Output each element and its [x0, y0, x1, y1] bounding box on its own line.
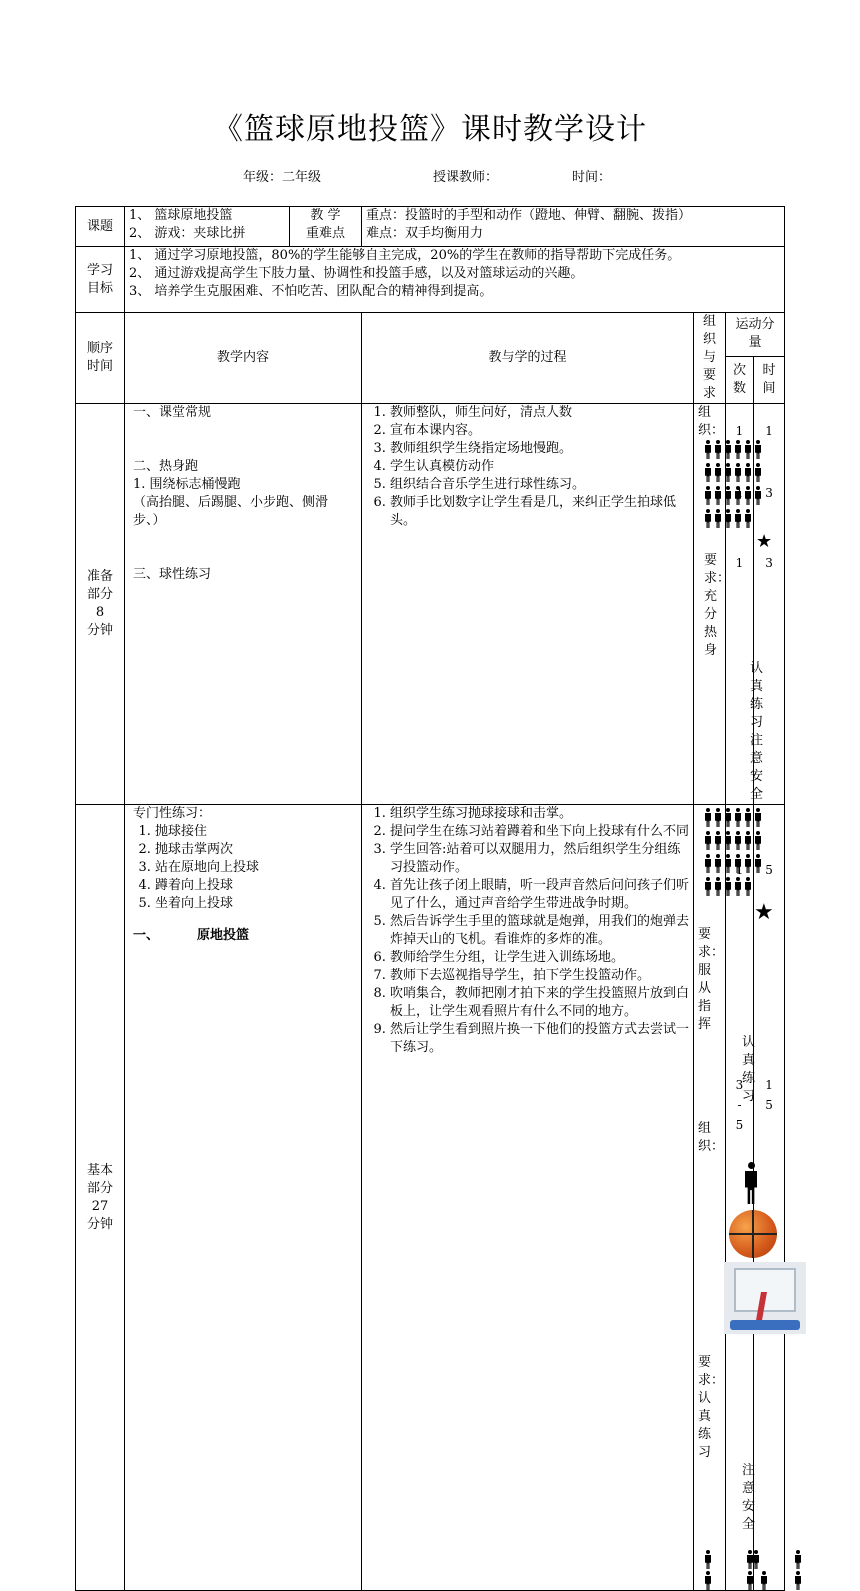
goals-label: 学习 目标	[76, 247, 125, 313]
col-process: 教与学的过程	[362, 313, 694, 404]
basic-time: 5 1 5	[754, 805, 785, 1591]
student-figure-row	[704, 808, 721, 827]
prep-label: 准备 部分 8 分钟	[76, 404, 125, 805]
prep-step: 5. 组织结合音乐学生进行球性练习。	[390, 476, 689, 494]
basic-step: 8. 吹哨集合，教师把刚才拍下来的学生投篮照片放到白板上，让学生观看照片有什么不同的地方。	[390, 985, 689, 1021]
prep-time: 1 3 3	[754, 404, 785, 805]
prep-content-line: 一、课堂常规	[133, 405, 212, 420]
prep-step: 4. 学生认真模仿动作	[390, 458, 689, 476]
col-content: 教学内容	[125, 313, 362, 404]
prep-step: 6. 教师手比划数字让学生看是几，来纠正学生拍球低头。	[390, 494, 689, 530]
teacher: 授课教师：	[433, 170, 499, 185]
prep-content-line: 1. 围绕标志桶慢跑	[133, 477, 241, 492]
goal-3: 3、 培养学生克服困难、不怕吃苦、团队配合的精神得到提高。	[129, 284, 493, 299]
keypoints	[362, 207, 785, 247]
difficulty: 难点：双手均衡用力	[366, 226, 484, 241]
topic-2: 2、 游戏：夹球比拼	[129, 226, 246, 241]
goal-1: 1、 通过学习原地投篮，80%的学生能够自主完成，20%的学生在教师的指导帮助下完成任务。	[129, 248, 681, 263]
student-figure-row	[704, 440, 721, 459]
basic-req1: 要求：服从指挥	[698, 927, 725, 1032]
basic-step: 6. 教师给学生分组，让学生进入训练场地。	[390, 949, 689, 967]
basic-step: 5. 然后告诉学生手里的篮球就是炮弹，用我们的炮弹去炸掉天山的飞机。看谁炸的多炸的准。	[390, 913, 689, 949]
student-figure-row	[704, 877, 721, 896]
basic-item: 1. 抛球接住	[155, 823, 357, 841]
basic-content	[125, 805, 362, 1591]
student-figure-row	[704, 854, 721, 873]
basic-step: 2. 提问学生在练习站着蹲着和坐下向上投球有什么不同	[390, 823, 689, 841]
topics	[125, 207, 290, 247]
basic-org: ★ 要求：服从指挥 认真练习 组织： 要求：认真练习 注意安全	[694, 805, 726, 1591]
basic-item: 3. 站在原地向上投球	[155, 859, 357, 877]
prep-content-line	[133, 530, 357, 548]
basic-item: 5. 坐着向上投球	[155, 895, 357, 913]
prep-content-line	[133, 422, 357, 440]
prep-content	[125, 404, 362, 805]
prep-process	[362, 404, 694, 805]
prep-step: 3. 教师组织学生绕指定场地慢跑。	[390, 440, 689, 458]
col-org: 组织与要求	[694, 313, 726, 404]
basic-item: 2. 抛球击掌两次	[155, 841, 357, 859]
basic-step: 3. 学生回答:站着可以双腿用力，然后组织学生分组练习投篮动作。	[390, 841, 689, 877]
prep-content-line: （高抬腿、后踢腿、小步跑、侧滑步、）	[133, 495, 329, 528]
goals	[125, 247, 785, 313]
student-figure-row	[704, 831, 721, 850]
keypoint-label: 教 学 重难点	[290, 207, 362, 247]
student-figure-row	[704, 463, 721, 482]
page-title: 《篮球原地投篮》课时教学设计	[213, 112, 647, 147]
topic-label: 课题	[76, 207, 125, 247]
prep-content-line: 二、热身跑	[133, 459, 199, 474]
prep-content-line	[133, 440, 357, 458]
student-figure-row	[704, 1550, 721, 1569]
basic-step: 1. 组织学生练习抛球接球和击掌。	[390, 805, 689, 823]
student-figure-row	[704, 486, 721, 505]
col-order: 顺序 时间	[76, 313, 125, 404]
student-figure-row	[704, 1571, 721, 1590]
prep-step: 1. 教师整队，师生问好，清点人数	[390, 404, 689, 422]
col-time: 时 间	[754, 356, 785, 403]
basic-count: 1 3 - 5	[726, 805, 754, 1591]
basic-label: 基本 部分 27 分钟	[76, 805, 125, 1591]
basketball-hoop-icon	[724, 1262, 806, 1334]
lesson-table	[75, 206, 785, 1591]
person-icon	[744, 1162, 758, 1204]
basic-step: 4. 首先让孩子闭上眼睛，听一段声音然后问问孩子们听见了什么，通过声音给学生带进战争时期。	[390, 877, 689, 913]
basic-req2: 要求：认真练习	[698, 1355, 725, 1460]
prep-org: 组织： ★ 要求：充分热身 认真练习 注意安全	[694, 404, 726, 805]
col-load: 运动分量	[726, 313, 785, 357]
goal-2: 2、 通过游戏提高学生下肢力量、协调性和投篮手感，以及对篮球运动的兴趣。	[129, 266, 584, 281]
time: 时间：	[572, 170, 612, 185]
student-figure-row	[704, 509, 721, 528]
prep-req: 要求：充分热身	[704, 553, 731, 658]
prep-count: 1 1 1	[726, 404, 754, 805]
basic-org-label: 组织：	[698, 1121, 725, 1154]
basic-process	[362, 805, 694, 1591]
col-count: 次 数	[726, 356, 754, 403]
keypoint: 重点：投篮时的手型和动作（蹬地、伸臂、翻腕、拨指）	[366, 208, 692, 223]
basic-item: 4. 蹲着向上投球	[155, 877, 357, 895]
topic-1: 1、 篮球原地投篮	[129, 208, 233, 223]
basic-content-title: 专门性练习：	[133, 806, 212, 821]
prep-content-line	[133, 548, 357, 566]
prep-step: 2. 宣布本课内容。	[390, 422, 689, 440]
prep-content-line: 三、球性练习	[133, 567, 212, 582]
basic-step: 9. 然后让学生看到照片换一下他们的投篮方式去尝试一下练习。	[390, 1021, 689, 1057]
prep-org-label: 组织：	[698, 405, 725, 438]
basic-section: 一、 原地投篮	[133, 928, 250, 943]
grade: 年级：二年级	[243, 170, 322, 185]
basketball-icon	[729, 1210, 777, 1258]
basic-step: 7. 教师下去巡视指导学生，拍下学生投篮动作。	[390, 967, 689, 985]
